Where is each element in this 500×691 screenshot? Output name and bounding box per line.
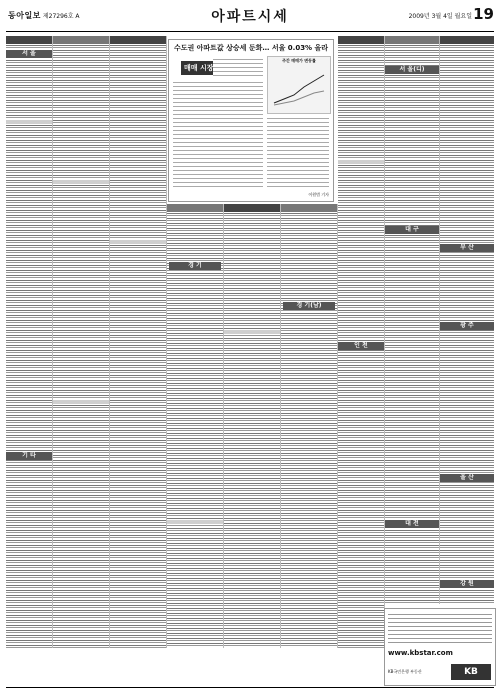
- listing-column: [167, 204, 224, 648]
- chart-lines: [268, 57, 330, 113]
- ad-url: www.kbstar.com: [388, 649, 453, 657]
- article-body: [213, 57, 263, 79]
- listing-column: [110, 36, 167, 648]
- region-header: 강 원: [440, 580, 494, 588]
- issue-date: 2009년 3월 4일 월요일: [408, 13, 472, 20]
- district-bar: [110, 240, 166, 244]
- region-header: 부 산: [440, 244, 494, 252]
- trend-chart: [267, 56, 331, 114]
- masthead-rule: [6, 31, 494, 32]
- region-header: 경 기: [169, 262, 221, 270]
- district-bar: [53, 400, 109, 404]
- region-header: 인 천: [338, 342, 384, 350]
- listing-column: [281, 204, 338, 648]
- section-title: 아파트시세: [211, 9, 289, 25]
- page-number: 19: [473, 5, 494, 23]
- region-header: 경 기(남): [283, 302, 335, 310]
- chart-title: 주간 매매가 변동률: [282, 58, 316, 63]
- feature-article: [168, 39, 334, 202]
- ad-copy: [388, 612, 492, 644]
- bottom-rule: [6, 687, 494, 688]
- region-header: 서 울(디): [385, 66, 439, 74]
- region-header: 서 울: [6, 50, 52, 58]
- district-bar: [224, 330, 280, 334]
- article-body: [173, 80, 263, 188]
- district-bar: [53, 180, 109, 184]
- listing-column: [224, 204, 281, 648]
- kb-logo: KB: [451, 664, 491, 680]
- article-headline: 수도권 아파트값 상승세 둔화… 서울 0.03% 올라: [173, 44, 329, 52]
- listing-column: [6, 36, 53, 648]
- article-body: [267, 116, 329, 188]
- article-badge: 매매 시장: [181, 61, 217, 75]
- newspaper-name: 동아일보: [8, 11, 41, 20]
- region-header: 광 주: [440, 322, 494, 330]
- masthead: [0, 0, 500, 34]
- region-header: 울 산: [440, 474, 494, 482]
- district-bar: [6, 120, 52, 124]
- bank-advertisement: [384, 608, 496, 686]
- article-byline: 이원범 기자: [308, 192, 329, 197]
- edition-number: 제27296호 A: [42, 13, 80, 20]
- district-bar: [167, 520, 223, 524]
- region-header: 대 전: [385, 520, 439, 528]
- district-bar: [338, 160, 384, 164]
- listing-column: [53, 36, 110, 648]
- region-header: 기 타: [6, 452, 52, 460]
- region-header: 대 구: [385, 226, 439, 234]
- listing-column: [440, 36, 494, 604]
- listing-column: [385, 36, 440, 604]
- ad-subtitle: KB국민은행 부동산: [388, 669, 422, 674]
